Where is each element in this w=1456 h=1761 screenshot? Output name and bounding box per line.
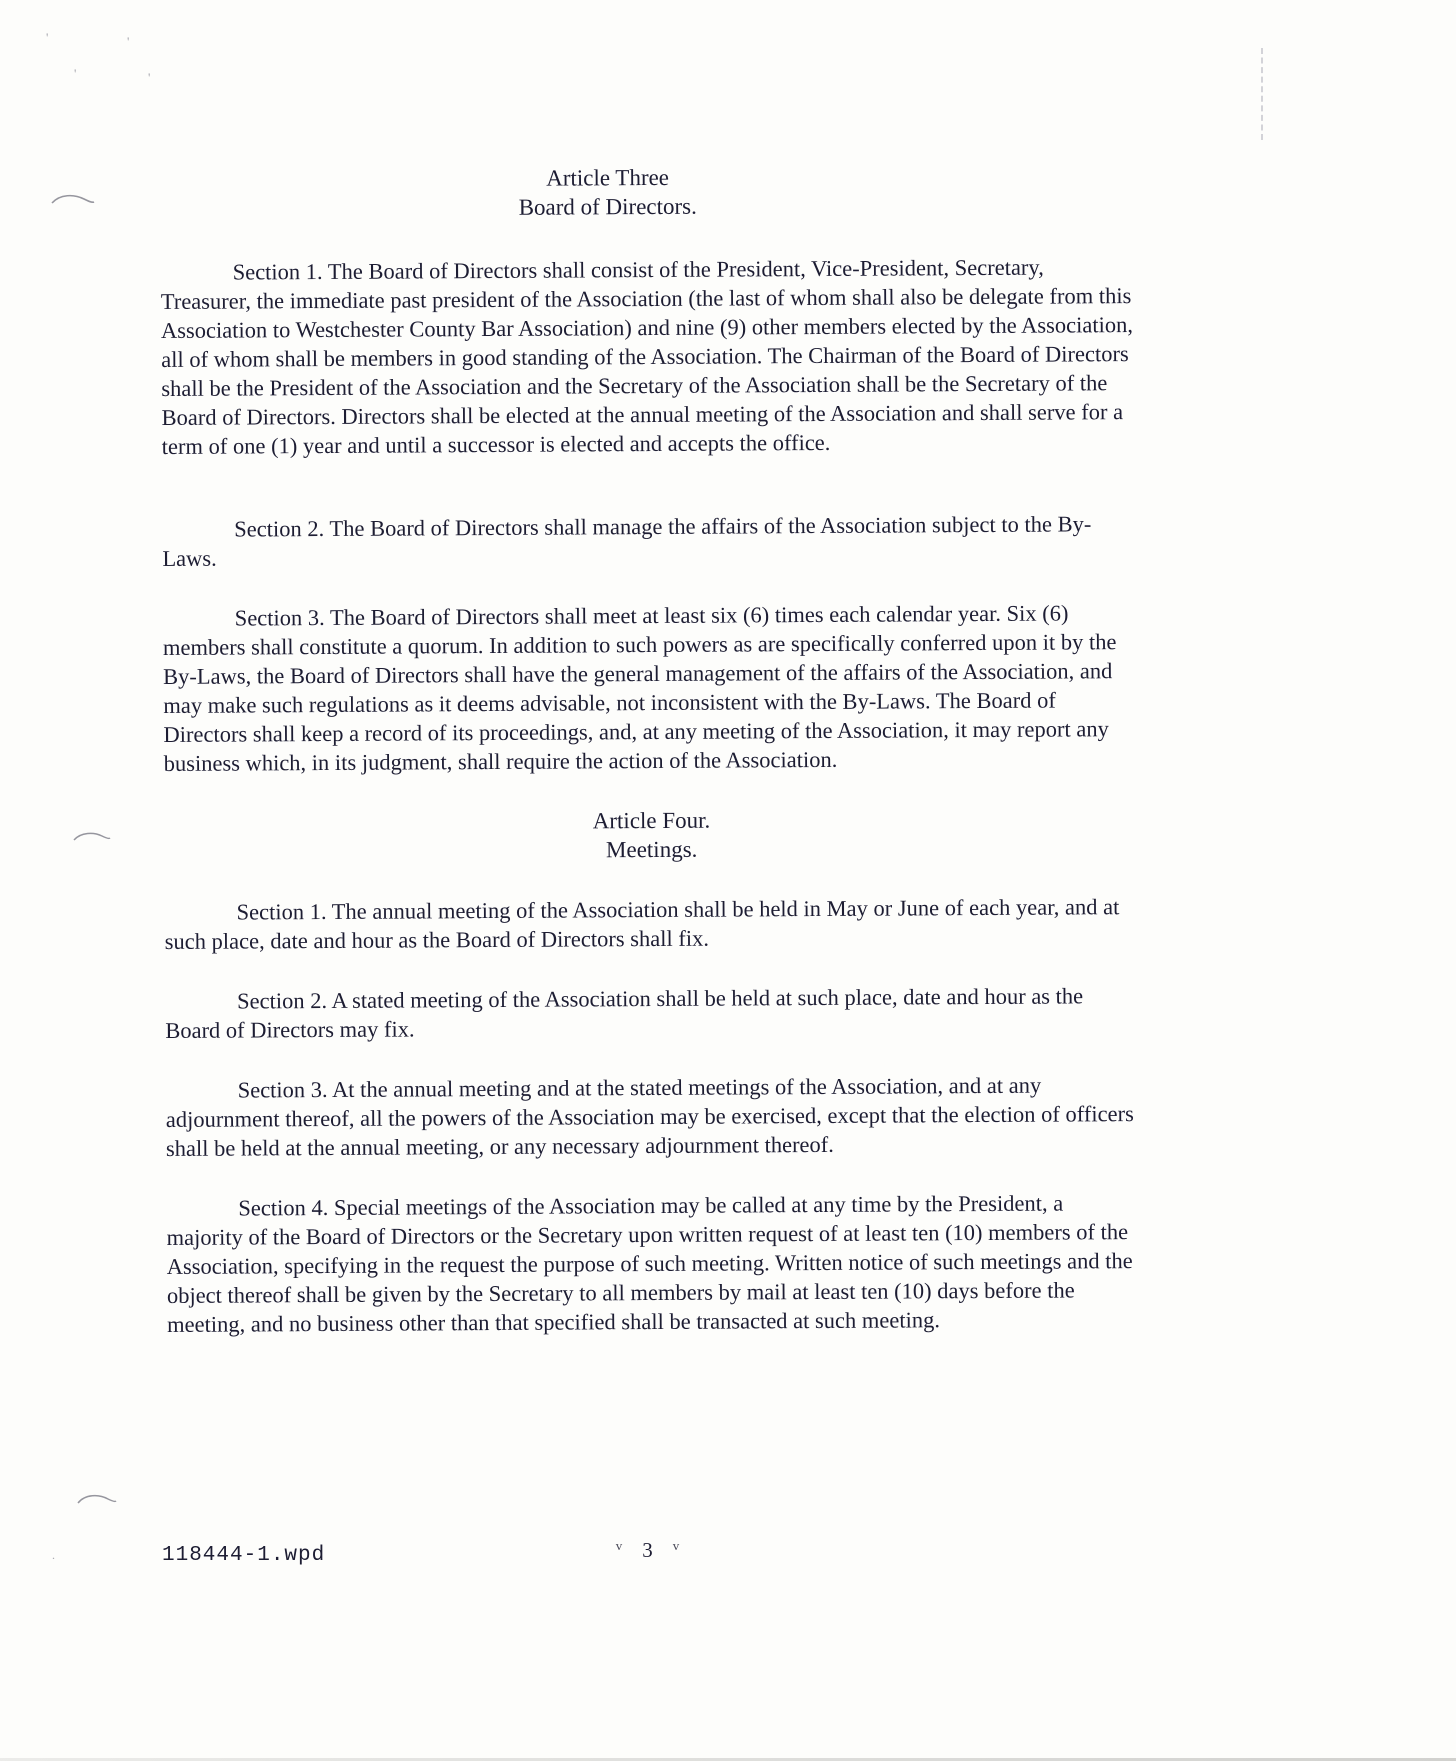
page-footer bbox=[160, 1538, 1135, 1578]
scan-corner-mark: ' bbox=[127, 34, 130, 49]
article-three-subtitle: Board of Directors. bbox=[518, 193, 697, 220]
article-four-section-4: Section 4. Special meetings of the Association may be called at any time by the President, a majority of the Board of Directors or the Secretary upon written request of at least ten (10) members of the Association, specifying in the request the purpose of such meeting. Written notice of such meetings and the object thereof shall be given by the Secretary to all members by mail at least ten (10) days before the meeting, and no business other than that specified shall be transacted at such meeting. bbox=[166, 1190, 1133, 1337]
document-body bbox=[160, 160, 1142, 1370]
scan-squiggle-mark bbox=[76, 1492, 118, 1512]
article-three-title: Article Three bbox=[546, 164, 670, 191]
scan-dot-mark: . bbox=[52, 1548, 55, 1562]
article-four-section-2: Section 2. A stated meeting of the Association shall be held at such place, date and hour as the Board of Directors may fix. bbox=[165, 983, 1084, 1043]
article-four-section-3: Section 3. At the annual meeting and at the stated meetings of the Association, and at any adjournment thereof, all the powers of the Association may be exercised, except that the election of officers shall be held at the annual meeting, or any necessary adjournment thereof. bbox=[165, 1072, 1134, 1161]
article-four-subtitle: Meetings. bbox=[605, 836, 698, 863]
article-three-heading bbox=[120, 160, 1095, 224]
article-three-section-2: Section 2. The Board of Directors shall manage the affairs of the Association subject to the By-Laws. bbox=[162, 511, 1092, 571]
article-three-section-3: Section 3. The Board of Directors shall meet at least six (6) times each calendar year. Six (6) members shall constitute a quorum. In addition to such powers as are specifically conferred upon it by the By-Laws, the Board of Directors shall have the general management of the affairs of the Association, and may make such regulations as it deems advisable, not inconsistent with the By-Laws. The Board of Directors shall keep a record of its proceedings, and, at any meeting of the Association, it may report any business which, in its judgment, shall require the action of the Association. bbox=[162, 600, 1117, 776]
scan-corner-mark: ' bbox=[46, 30, 49, 45]
article-four-title: Article Four. bbox=[592, 807, 711, 834]
scan-edge-line bbox=[1261, 48, 1263, 140]
article-four-heading bbox=[164, 803, 1139, 867]
document-filename: 118444-1.wpd bbox=[162, 1544, 326, 1567]
scan-tick-mark: v bbox=[672, 1538, 680, 1553]
article-four-section-1: Section 1. The annual meeting of the Association shall be held in May or June of each year, and at such place, date and hour as the Board of Directors shall fix. bbox=[164, 894, 1120, 954]
scan-corner-mark: ' bbox=[148, 70, 151, 85]
article-three-section-1: Section 1. The Board of Directors shall consist of the President, Vice-President, Secretary, Treasurer, the immediate past president of the Association (the last of whom shall also be delegate from this Association to Westchester County Bar Association) and nine (9) other members elected by the Association, all of whom shall be members in good standing of the Association. The Chairman of the Board of Directors shall be the President of the Association and the Secretary of the Association shall be the Secretary of the Board of Directors. Directors shall be elected at the annual meeting of the Association and shall serve for a term of one (1) year and until a successor is elected and accepts the office. bbox=[160, 254, 1134, 459]
scan-corner-mark: ' bbox=[74, 66, 77, 81]
scan-tick-mark: v bbox=[615, 1538, 623, 1553]
page-number-row bbox=[160, 1538, 1135, 1563]
scan-squiggle-mark bbox=[72, 830, 112, 849]
scan-squiggle-mark bbox=[50, 192, 96, 213]
page-number: 3 bbox=[642, 1538, 653, 1562]
